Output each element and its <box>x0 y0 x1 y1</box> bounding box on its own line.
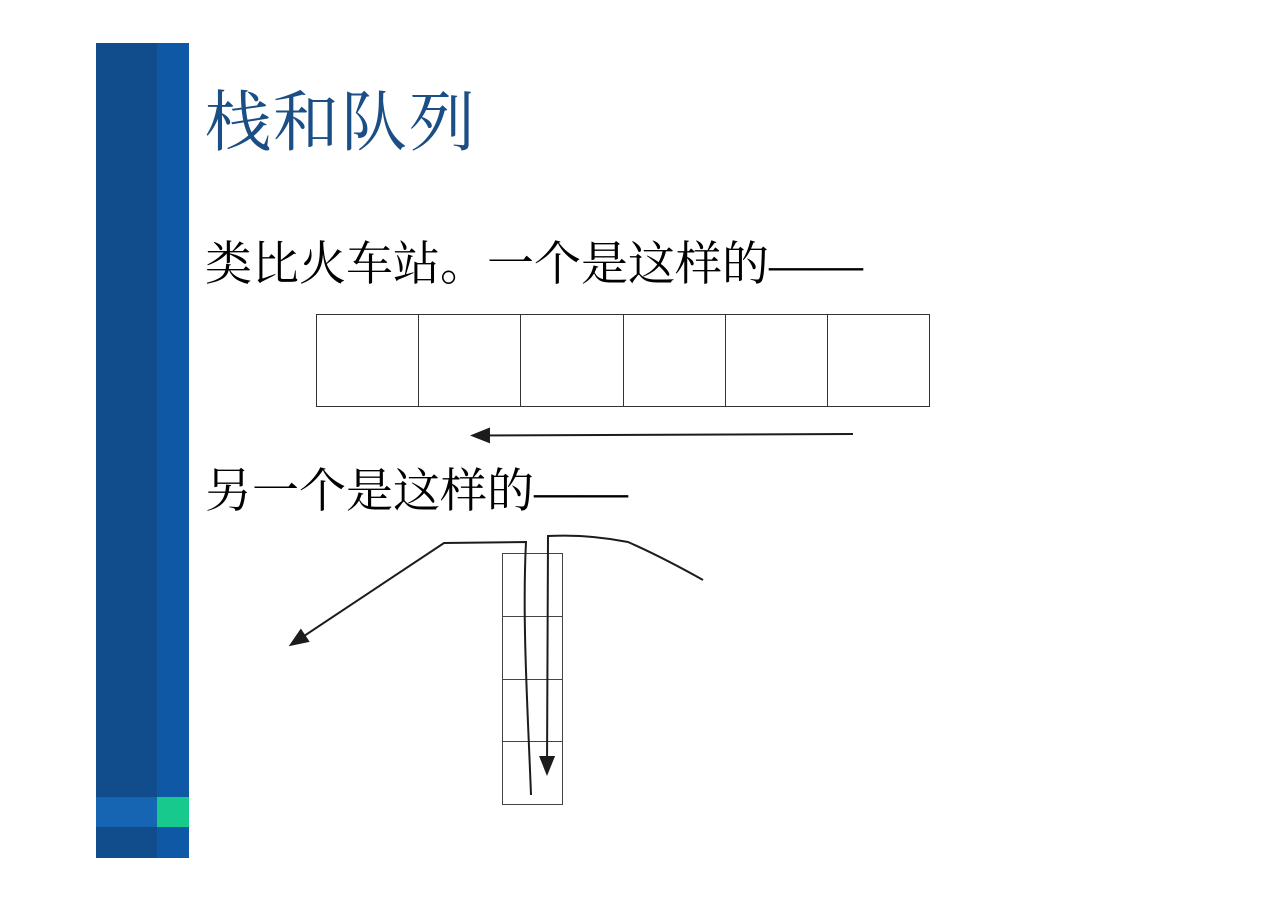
queue-box <box>316 314 930 407</box>
stack-exit-arrow <box>292 542 531 795</box>
stack-cell <box>503 742 562 804</box>
queue-cell <box>317 315 419 406</box>
queue-cell <box>419 315 521 406</box>
stack-cell <box>503 680 562 743</box>
queue-cell <box>521 315 623 406</box>
sidebar-dark-stripe <box>96 43 157 858</box>
stack-entry-arrow <box>547 536 703 772</box>
stack-box <box>502 553 563 805</box>
body-text-stack-intro: 另一个是这样的—— <box>205 466 628 518</box>
stack-cell <box>503 554 562 617</box>
sidebar-light-stripe <box>157 43 189 858</box>
queue-direction-arrow <box>474 434 853 436</box>
body-text-queue-intro: 类比火车站。一个是这样的—— <box>205 239 863 291</box>
sidebar-band-accent <box>96 797 157 827</box>
queue-cell <box>828 315 929 406</box>
queue-cell <box>624 315 726 406</box>
queue-cell <box>726 315 828 406</box>
stack-cell <box>503 617 562 680</box>
sidebar-green-accent-square <box>157 797 189 827</box>
slide-title: 栈和队列 <box>205 87 477 160</box>
